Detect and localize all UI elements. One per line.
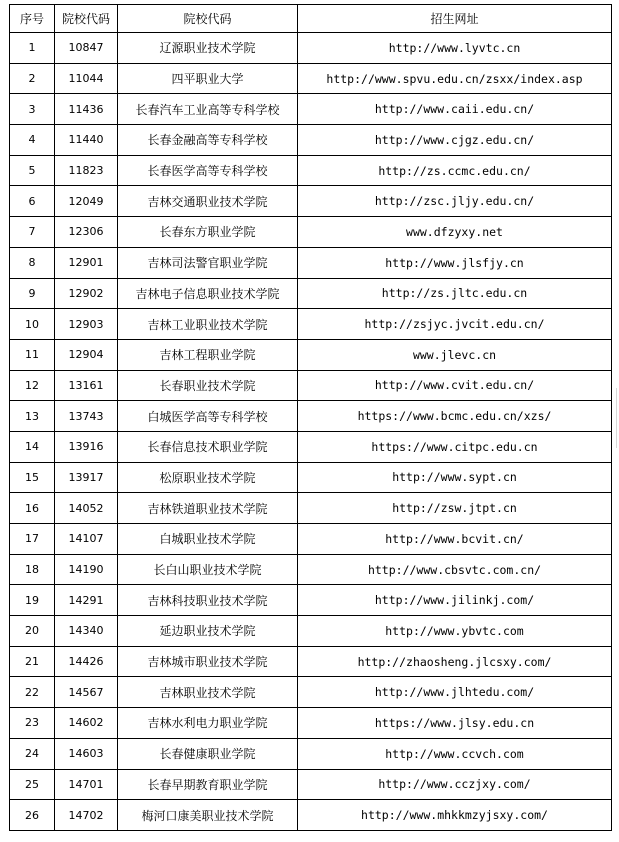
row-num: 13: [10, 401, 55, 432]
row-name: 吉林交通职业技术学院: [118, 186, 298, 217]
row-code: 14702: [55, 800, 118, 831]
row-name: 长春金融高等专科学校: [118, 125, 298, 156]
row-name: 吉林城市职业技术学院: [118, 646, 298, 677]
row-code: 11436: [55, 94, 118, 125]
row-url: http://www.lyvtc.cn: [298, 33, 612, 64]
row-num: 6: [10, 186, 55, 217]
table-row: [10, 370, 612, 401]
header-code: 院校代码: [55, 5, 118, 33]
table-row: [10, 677, 612, 708]
row-code: 14190: [55, 554, 118, 585]
row-url: http://www.cczjxy.com/: [298, 769, 612, 800]
header-name: 院校代码: [118, 5, 298, 33]
table-row: [10, 309, 612, 340]
row-code: 12904: [55, 339, 118, 370]
table-row: [10, 431, 612, 462]
table-row: [10, 708, 612, 739]
row-num: 23: [10, 708, 55, 739]
row-name: 吉林工业职业技术学院: [118, 309, 298, 340]
row-url: http://zs.jltc.edu.cn: [298, 278, 612, 309]
row-name: 吉林电子信息职业技术学院: [118, 278, 298, 309]
row-url: http://www.ybvtc.com: [298, 616, 612, 647]
row-code: 11044: [55, 63, 118, 94]
row-code: 12306: [55, 217, 118, 248]
table-row: [10, 278, 612, 309]
row-url: http://www.ccvch.com: [298, 738, 612, 769]
row-url: http://www.caii.edu.cn/: [298, 94, 612, 125]
row-url: http://www.jlhtedu.com/: [298, 677, 612, 708]
row-name: 吉林科技职业技术学院: [118, 585, 298, 616]
row-num: 3: [10, 94, 55, 125]
table-row: [10, 247, 612, 278]
table-row: [10, 769, 612, 800]
table-row: [10, 585, 612, 616]
row-url: http://www.cbsvtc.com.cn/: [298, 554, 612, 585]
row-code: 13743: [55, 401, 118, 432]
row-url: http://zs.ccmc.edu.cn/: [298, 155, 612, 186]
row-code: 14603: [55, 738, 118, 769]
table-row: [10, 125, 612, 156]
row-name: 长春职业技术学院: [118, 370, 298, 401]
row-code: 12901: [55, 247, 118, 278]
row-num: 8: [10, 247, 55, 278]
table-header-row: [10, 5, 612, 33]
table-row: [10, 493, 612, 524]
row-name: 松原职业技术学院: [118, 462, 298, 493]
table-row: [10, 339, 612, 370]
row-code: 11823: [55, 155, 118, 186]
row-num: 15: [10, 462, 55, 493]
row-url: http://zhaosheng.jlcsxy.com/: [298, 646, 612, 677]
table-row: [10, 616, 612, 647]
row-name: 吉林水利电力职业学院: [118, 708, 298, 739]
row-num: 2: [10, 63, 55, 94]
row-url: http://zsc.jljy.edu.cn/: [298, 186, 612, 217]
row-url: https://www.citpc.edu.cn: [298, 431, 612, 462]
row-url: http://www.cjgz.edu.cn/: [298, 125, 612, 156]
header-url: 招生网址: [298, 5, 612, 33]
row-url: www.dfzyxy.net: [298, 217, 612, 248]
row-name: 梅河口康美职业技术学院: [118, 800, 298, 831]
row-name: 吉林职业技术学院: [118, 677, 298, 708]
row-name: 吉林司法警官职业学院: [118, 247, 298, 278]
row-name: 长白山职业技术学院: [118, 554, 298, 585]
row-name: 长春医学高等专科学校: [118, 155, 298, 186]
row-code: 13917: [55, 462, 118, 493]
row-name: 白城医学高等专科学校: [118, 401, 298, 432]
row-code: 12903: [55, 309, 118, 340]
table-row: [10, 186, 612, 217]
row-url: http://www.cvit.edu.cn/: [298, 370, 612, 401]
table-row: [10, 33, 612, 64]
row-url: https://www.jlsy.edu.cn: [298, 708, 612, 739]
row-name: 四平职业大学: [118, 63, 298, 94]
row-num: 16: [10, 493, 55, 524]
row-num: 9: [10, 278, 55, 309]
row-num: 14: [10, 431, 55, 462]
row-url: www.jlevc.cn: [298, 339, 612, 370]
row-code: 13161: [55, 370, 118, 401]
row-code: 14701: [55, 769, 118, 800]
row-url: https://www.bcmc.edu.cn/xzs/: [298, 401, 612, 432]
row-name: 长春信息技术职业学院: [118, 431, 298, 462]
row-code: 11440: [55, 125, 118, 156]
row-num: 18: [10, 554, 55, 585]
row-code: 12902: [55, 278, 118, 309]
row-code: 14340: [55, 616, 118, 647]
row-name: 长春汽车工业高等专科学校: [118, 94, 298, 125]
table-row: [10, 63, 612, 94]
table-row: [10, 217, 612, 248]
row-url: http://zsjyc.jvcit.edu.cn/: [298, 309, 612, 340]
row-num: 20: [10, 616, 55, 647]
row-name: 长春东方职业学院: [118, 217, 298, 248]
row-num: 25: [10, 769, 55, 800]
row-url: http://www.jilinkj.com/: [298, 585, 612, 616]
row-url: http://www.bcvit.cn/: [298, 524, 612, 555]
row-num: 19: [10, 585, 55, 616]
row-url: http://www.spvu.edu.cn/zsxx/index.asp: [298, 63, 612, 94]
row-code: 14567: [55, 677, 118, 708]
row-code: 14426: [55, 646, 118, 677]
row-name: 辽源职业技术学院: [118, 33, 298, 64]
college-table-container: [9, 4, 611, 831]
row-code: 14107: [55, 524, 118, 555]
header-num: 序号: [10, 5, 55, 33]
row-num: 4: [10, 125, 55, 156]
row-name: 吉林铁道职业技术学院: [118, 493, 298, 524]
table-row: [10, 554, 612, 585]
row-url: http://www.mhkkmzyjsxy.com/: [298, 800, 612, 831]
row-num: 11: [10, 339, 55, 370]
row-num: 17: [10, 524, 55, 555]
row-name: 白城职业技术学院: [118, 524, 298, 555]
table-row: [10, 738, 612, 769]
row-url: http://www.sypt.cn: [298, 462, 612, 493]
row-code: 14602: [55, 708, 118, 739]
college-admission-table: [9, 4, 612, 831]
row-num: 26: [10, 800, 55, 831]
row-name: 延边职业技术学院: [118, 616, 298, 647]
table-row: [10, 646, 612, 677]
table-body: [10, 33, 612, 831]
table-row: [10, 524, 612, 555]
row-num: 24: [10, 738, 55, 769]
table-row: [10, 401, 612, 432]
row-url: http://zsw.jtpt.cn: [298, 493, 612, 524]
row-code: 14291: [55, 585, 118, 616]
table-row: [10, 155, 612, 186]
table-row: [10, 94, 612, 125]
page-edge-mark: [616, 388, 617, 448]
row-code: 12049: [55, 186, 118, 217]
row-num: 22: [10, 677, 55, 708]
row-num: 5: [10, 155, 55, 186]
row-num: 12: [10, 370, 55, 401]
row-num: 7: [10, 217, 55, 248]
row-name: 长春早期教育职业学院: [118, 769, 298, 800]
row-num: 10: [10, 309, 55, 340]
table-row: [10, 800, 612, 831]
row-num: 1: [10, 33, 55, 64]
row-code: 10847: [55, 33, 118, 64]
row-name: 长春健康职业学院: [118, 738, 298, 769]
table-row: [10, 462, 612, 493]
row-url: http://www.jlsfjy.cn: [298, 247, 612, 278]
row-code: 14052: [55, 493, 118, 524]
row-name: 吉林工程职业学院: [118, 339, 298, 370]
row-num: 21: [10, 646, 55, 677]
row-code: 13916: [55, 431, 118, 462]
